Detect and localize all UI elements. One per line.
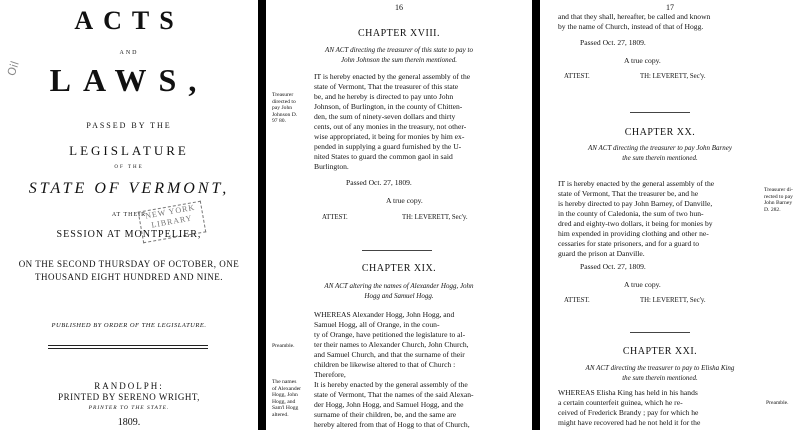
body-line: cessaries for state prisoners, and for a guard to bbox=[558, 239, 700, 248]
pencil-mark: Oil bbox=[4, 59, 22, 78]
body-line: ty of Orange, have petitioned the legislature to al- bbox=[314, 330, 466, 339]
margin-note-xix bbox=[272, 379, 301, 418]
section-rule bbox=[630, 112, 690, 113]
body-line: by the name of Church, instead of that of Hogg. bbox=[558, 22, 704, 31]
margin-line: of Alexander bbox=[272, 385, 302, 392]
body-line: state of Vermont, That the names of the said Alexan- bbox=[314, 390, 474, 399]
chapter-xviii-body bbox=[314, 72, 526, 172]
title-passed-by: PASSED BY THE bbox=[86, 121, 172, 130]
body-line: guard the prison at Danville. bbox=[558, 249, 645, 258]
true-copy: A true copy. bbox=[624, 56, 661, 65]
true-copy: A true copy. bbox=[624, 280, 661, 289]
body-line: It is hereby enacted by the general assembly of the bbox=[314, 380, 468, 389]
margin-line: pay John bbox=[272, 105, 293, 111]
page-17 bbox=[540, 0, 800, 430]
act-title-line-2: John Johnson the sum therein mentioned. bbox=[341, 56, 457, 64]
title-year: 1809. bbox=[117, 417, 141, 428]
margin-line: Hogg, and bbox=[272, 398, 296, 405]
body-line: Johnson, of Burlington, in the county of Chitten- bbox=[314, 102, 463, 111]
margin-line: The names bbox=[272, 379, 297, 385]
body-line: pended in supplying a guard furnished by the U- bbox=[314, 142, 462, 151]
passed-date: Passed Oct. 27, 1809. bbox=[580, 262, 646, 271]
body-line: might have recovered had he not held it for the bbox=[558, 418, 701, 427]
margin-line: John Barney bbox=[764, 200, 793, 206]
body-line: state of Vermont, That the treasurer of this state bbox=[314, 82, 459, 91]
title-at-their: AT THEIR bbox=[111, 212, 147, 218]
body-line: in the county of Caledonia, the sum of two hun- bbox=[558, 209, 704, 218]
passed-date: Passed Oct. 27, 1809. bbox=[580, 38, 646, 47]
title-date-line-1: ON THE SECOND THURSDAY OF OCTOBER, ONE bbox=[18, 259, 240, 269]
act-title-line-2: Hogg and Samuel Hogg. bbox=[364, 292, 434, 300]
margin-line: altered. bbox=[272, 411, 289, 418]
title-legislature: LEGISLATURE bbox=[69, 143, 189, 158]
margin-line: directed to bbox=[272, 98, 296, 105]
margin-note-xx bbox=[764, 187, 800, 213]
chapter-heading-xx: CHAPTER XX. bbox=[624, 127, 696, 138]
body-line: ter their names to Alexander Church, John Church, bbox=[314, 340, 469, 349]
margin-line: Sam'l Hogg bbox=[272, 405, 299, 411]
body-line: IT is hereby enacted by the general assembly of the bbox=[558, 179, 715, 188]
title-laws: LAWS, bbox=[49, 62, 209, 98]
chapter-heading-xxi: CHAPTER XXI. bbox=[622, 346, 698, 357]
title-printer: PRINTER TO THE STATE. bbox=[88, 405, 170, 411]
passed-date: Passed Oct. 27, 1809. bbox=[346, 178, 412, 187]
margin-line: 97 80. bbox=[272, 118, 286, 124]
title-date-line-2: THOUSAND EIGHT HUNDRED AND NINE. bbox=[34, 272, 224, 282]
preamble-note: Preamble. bbox=[766, 400, 789, 406]
attest-signature: TH: LEVERETT, Sec'y. bbox=[640, 73, 706, 80]
body-line: is hereby directed to pay John Barney, of Danville, bbox=[558, 199, 713, 208]
title-acts: ACTS bbox=[74, 6, 184, 35]
body-line: and that they shall, hereafter, be called and known bbox=[558, 12, 711, 21]
page-number: 16 bbox=[395, 3, 403, 12]
margin-note-xviii bbox=[272, 92, 297, 125]
section-rule bbox=[630, 332, 690, 333]
attest-label: ATTEST. bbox=[564, 73, 590, 80]
body-line: children be likewise altered to that of Church : bbox=[314, 360, 456, 369]
attest-signature: TH: LEVERETT, Sec'y. bbox=[640, 297, 706, 304]
title-of-the: OF THE bbox=[114, 165, 144, 170]
page-16 bbox=[266, 0, 532, 430]
body-line: be, and he hereby is directed to pay unto John bbox=[314, 92, 454, 101]
title-state: STATE OF VERMONT, bbox=[28, 180, 230, 197]
attest-label: ATTEST. bbox=[564, 297, 590, 304]
attest-label: ATTEST. bbox=[322, 214, 348, 221]
body-line: Samuel Hogg, all of Orange, in the coun- bbox=[314, 320, 440, 329]
chapter-xxi-body bbox=[558, 388, 764, 428]
body-line: surname of their children, be, and the same are bbox=[314, 410, 457, 419]
title-randolph: RANDOLPH: bbox=[94, 381, 164, 391]
act-title-line-1: AN ACT altering the names of Alexander Hogg, John bbox=[324, 282, 474, 290]
body-line: state of Vermont, That the treasurer be, and he bbox=[558, 189, 699, 198]
chapter-xix-continued bbox=[558, 12, 764, 32]
act-title-line-2: the sum therein mentioned. bbox=[622, 374, 698, 382]
body-line: nited States to guard the common gaol in said bbox=[314, 152, 453, 161]
chapter-xix-body bbox=[314, 310, 526, 430]
body-line: wise appropriated, it being for monies by him ex- bbox=[314, 132, 465, 141]
body-line: IT is hereby enacted by the general assembly of the bbox=[314, 72, 471, 81]
preamble-note: Preamble. bbox=[272, 343, 295, 349]
title-divider bbox=[48, 345, 208, 349]
margin-line: Hogg, John bbox=[272, 392, 298, 398]
body-line: and Samuel Church, and that the surname of their bbox=[314, 350, 465, 359]
body-line: dred and eighty-two dollars, it being for monies by bbox=[558, 219, 713, 228]
body-line: a certain counterfeit guinea, which he re- bbox=[558, 398, 683, 407]
body-line: cents, out of any monies in the treasury, not other- bbox=[314, 122, 467, 131]
chapter-xx-body bbox=[558, 179, 764, 259]
body-line: hereby altered from that of Hogg to that of Church, bbox=[314, 420, 470, 429]
page-gutter bbox=[258, 0, 266, 430]
title-session: SESSION AT MONTPELIER, bbox=[56, 229, 202, 240]
body-line: Therefore, bbox=[314, 370, 346, 379]
body-line: Burlington. bbox=[314, 162, 349, 171]
margin-line: Johnson D. bbox=[272, 111, 298, 118]
act-title-line-1: AN ACT directing the treasurer of this state to pay to bbox=[325, 46, 473, 54]
act-title-line-2: the sum therein mentioned. bbox=[622, 154, 698, 162]
page-gutter bbox=[532, 0, 540, 430]
stamp-text: NEW YORK LIBRARY bbox=[144, 202, 196, 230]
act-title-line-1: AN ACT directing the treasurer to pay to Elisha King bbox=[585, 364, 735, 372]
body-line: den, the sum of ninety-seven dollars and thirty bbox=[314, 112, 456, 121]
body-line: him expended in providing clothing and other ne- bbox=[558, 229, 709, 238]
body-line: ceived of Frederick Brandy ; pay for which he bbox=[558, 408, 699, 417]
page-number: 17 bbox=[666, 3, 674, 12]
margin-line: Treasurer di- bbox=[764, 187, 793, 193]
title-page bbox=[0, 0, 258, 430]
margin-line: D. 282. bbox=[764, 206, 781, 213]
attest-signature: TH: LEVERETT, Sec'y. bbox=[402, 214, 468, 221]
title-and: AND bbox=[119, 50, 139, 56]
margin-line: Treasurer bbox=[272, 92, 294, 98]
body-line: WHEREAS Alexander Hogg, John Hogg, and bbox=[314, 310, 455, 319]
section-rule bbox=[362, 250, 432, 251]
body-line: der Hogg, John Hogg, and Samuel Hogg, and the bbox=[314, 400, 464, 409]
title-printed: PRINTED BY SERENO WRIGHT, bbox=[58, 392, 200, 402]
true-copy: A true copy. bbox=[386, 196, 423, 205]
act-title-line-1: AN ACT directing the treasurer to pay John Barney bbox=[587, 144, 732, 152]
chapter-heading-xix: CHAPTER XIX. bbox=[361, 263, 437, 274]
chapter-heading-xviii: CHAPTER XVIII. bbox=[358, 28, 440, 39]
margin-line: rected to pay bbox=[764, 193, 793, 200]
body-line: WHEREAS Elisha King has held in his hands bbox=[558, 388, 698, 397]
title-published: PUBLISHED BY ORDER OF THE LEGISLATURE. bbox=[51, 322, 207, 329]
